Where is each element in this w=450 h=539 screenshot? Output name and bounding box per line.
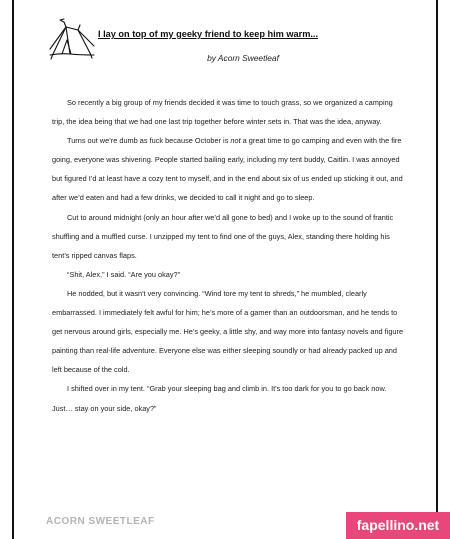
story-body [52, 93, 406, 418]
paragraph-2-text-b: a great time to go camping and even with the fire going, everyone was shivering. People started bailing early, including my tent buddy, Caitlin. I was annoyed but figured I’d at least have a cozy tent to myself, and in the end about six of us ended up sticking it out, and after we’d eaten and had a few drinks, we decided to call it night and go to sleep. [52, 136, 403, 203]
right-border-rule [436, 0, 438, 539]
paragraph-2-text-a: Turns out we’re dumb as fuck because October is [67, 136, 231, 146]
paragraph-5: He nodded, but it wasn't very convincing. “Wind tore my tent to shreds,” he mumbled, clearly embarrassed. I immediately felt awful for him; he’s more of a gamer than an outdoorsman, and he tends to get nervous around girls, especially me. He’s geeky, a little shy, and way more into fantasy novels and figure painting than real-life adventure. Everyone else was either sleeping soundly or had already packed up and left because of the cold. [52, 288, 404, 375]
paragraph-1: So recently a big group of my friends decided it was time to touch grass, so we organized a camping trip, the idea being that we had one last trip together before winter sets in. That was the idea, anyway. [52, 98, 393, 127]
paragraph-2 [52, 131, 406, 207]
story-byline [0, 53, 450, 63]
footer-author-mark: ACORN SWEETLEAF [46, 516, 155, 527]
paragraph-3: Cut to around midnight (only an hour after we’d all gone to bed) and I woke up to the sound of frantic shuffling and a muffled curse. I unzipped my tent to find one of the guys, Alex, standing there holding his tent’s ripped canvas flaps. [52, 212, 394, 260]
paragraph-6: I shifted over in my tent. “Grab your sleeping bag and climb in. It's too dark for you to go back now. Just… stay on your side, okay?” [52, 384, 387, 413]
story-title: I lay on top of my geeky friend to keep him warm... [98, 29, 319, 39]
site-watermark: fapellino.net [346, 512, 450, 539]
byline-text: by Acorn Sweetleaf [207, 53, 279, 63]
paragraph-4: “Shit, Alex,” I said. “Are you okay?” [67, 269, 181, 279]
paragraph-2-emphasis: not [230, 136, 241, 146]
left-border-rule [12, 0, 14, 539]
